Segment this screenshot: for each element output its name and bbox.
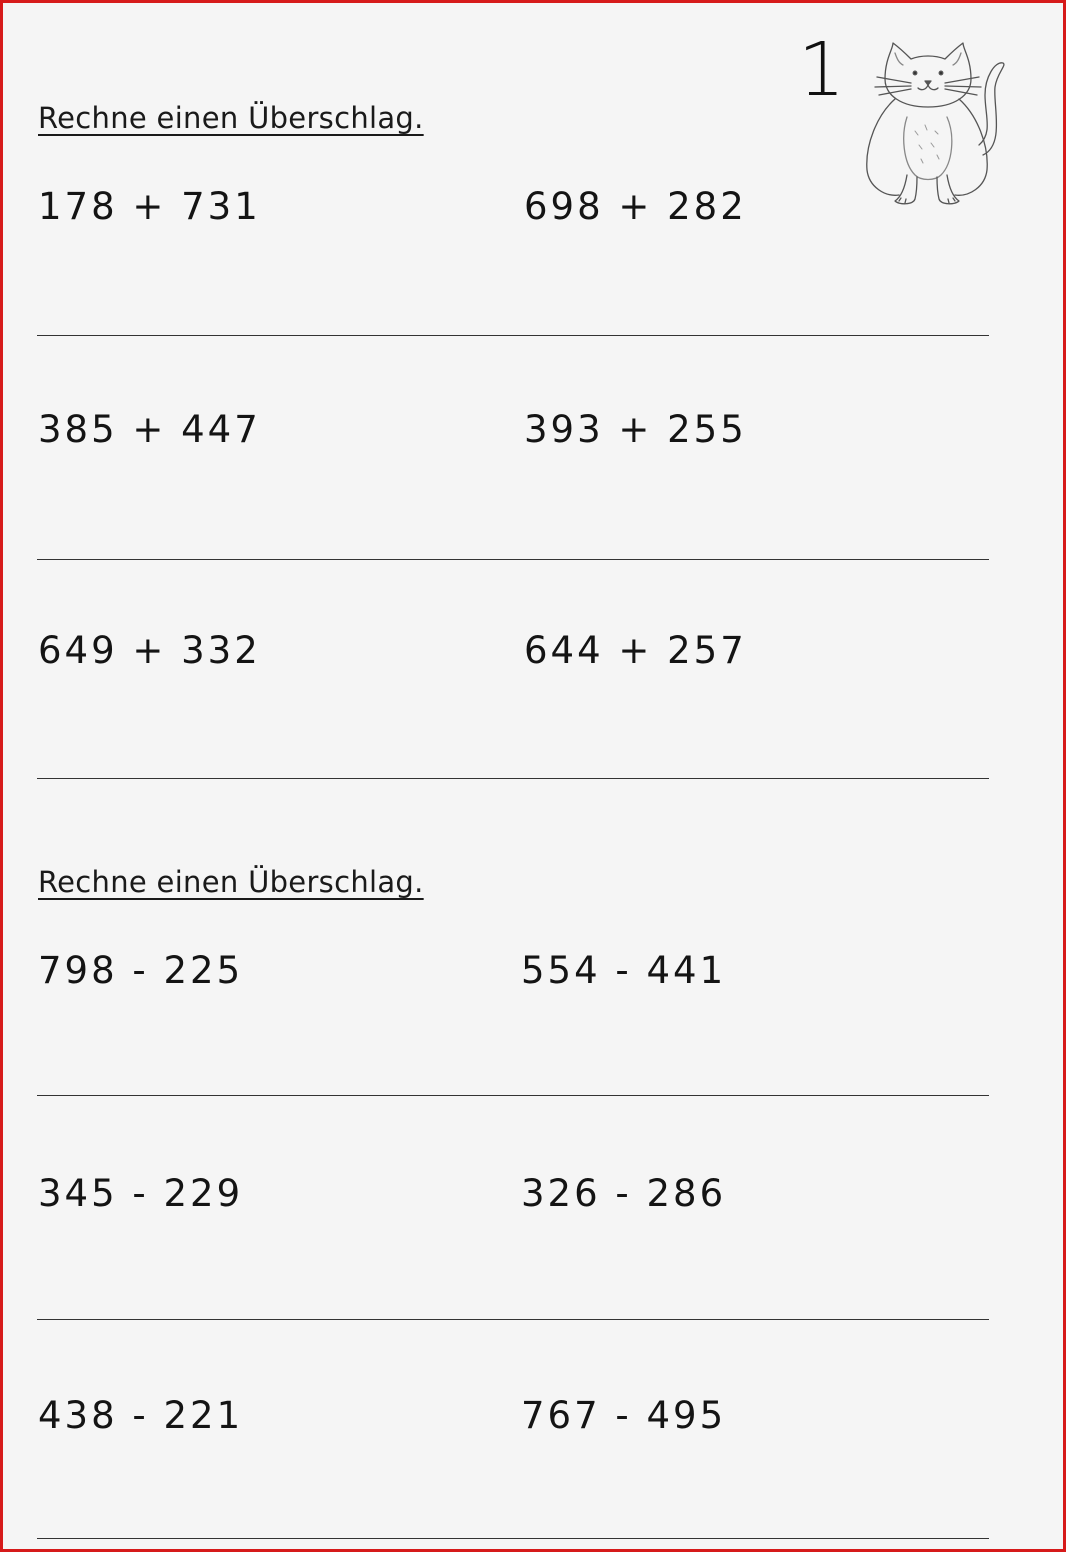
- task-left: 385 + 447: [38, 408, 261, 451]
- task-left: 178 + 731: [38, 185, 261, 228]
- page-number: 1: [798, 27, 846, 113]
- task-right: 326 - 286: [521, 1172, 727, 1215]
- section-heading: Rechne einen Überschlag.: [38, 101, 424, 135]
- answer-line: [37, 559, 989, 560]
- task-left: 649 + 332: [38, 629, 261, 672]
- section-heading: Rechne einen Überschlag.: [38, 865, 424, 899]
- answer-line: [37, 335, 989, 336]
- answer-line: [37, 778, 989, 779]
- task-left: 798 - 225: [38, 949, 244, 992]
- task-right: 698 + 282: [524, 185, 747, 228]
- answer-line: [37, 1319, 989, 1320]
- cat-icon: [855, 35, 1013, 209]
- task-right: 554 - 441: [521, 949, 727, 992]
- answer-line: [37, 1538, 989, 1539]
- task-left: 438 - 221: [38, 1394, 244, 1437]
- task-left: 345 - 229: [38, 1172, 244, 1215]
- answer-line: [37, 1095, 989, 1096]
- task-right: 393 + 255: [524, 408, 747, 451]
- task-right: 767 - 495: [521, 1394, 727, 1437]
- task-right: 644 + 257: [524, 629, 747, 672]
